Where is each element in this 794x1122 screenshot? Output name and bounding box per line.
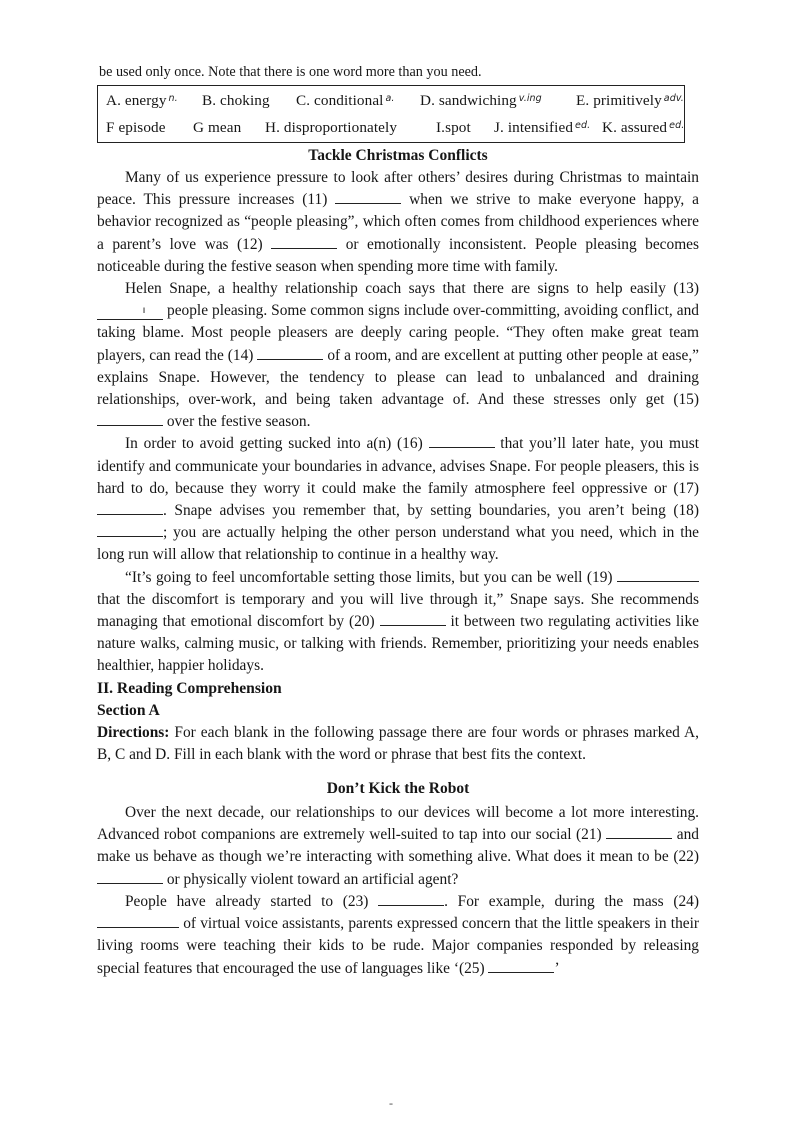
instruction-line: be used only once. Note that there is one word more than you need.: [99, 64, 482, 80]
section-heading: II. Reading Comprehension: [97, 679, 282, 697]
blank-20[interactable]: [380, 611, 446, 626]
word-option-j: J. intensified $^{ed.}$: [494, 119, 591, 136]
blank-25[interactable]: [488, 958, 554, 973]
word-bank-box: [97, 85, 685, 143]
blank-23[interactable]: [378, 891, 444, 906]
section-subheading: Section A: [97, 701, 160, 719]
passage2-paragraph-1: Over the next decade, our relationships to our devices will become a lot more interesting. Advanced robot companions are extremely well-suited to tap into our social (21) and make us behave as though we’re interacting with something alive. What does it mean to be (22) or physically violent toward an artificial agent?: [97, 804, 699, 888]
word-option-e: E. primitively $^{adv.}$: [576, 92, 684, 109]
passage1-title: Tackle Christmas Conflicts: [308, 147, 488, 164]
word-option-k: K. assured $^{ed.}$: [602, 119, 685, 136]
word-option-h: H. disproportionately: [265, 119, 398, 136]
blank-18[interactable]: [97, 522, 163, 537]
word-option-c: C. conditional $^{a.}$: [296, 92, 395, 109]
blank-12[interactable]: [271, 234, 337, 249]
passage1-paragraph-2: Helen Snape, a healthy relationship coach says that there are signs to help easily (13) ı people pleasing. Some common signs include over-committing, avoiding conflict, and taking blame. Most people pleasers are deeply caring people. “They often make great team players, can read the (14) of a room, and are excellent at putting other people at ease,” explains Snape. However, the tendency to please can lead to unbalanced and draining relationships, over-work, and being taken advantage of. And these stresses only get (15) over the festive season.: [97, 280, 699, 431]
blank-19[interactable]: [617, 567, 699, 582]
word-option-g: G mean: [193, 119, 242, 136]
passage1-paragraph-4: “It’s going to feel uncomfortable setting those limits, but you can be well (19) that the discomfort is temporary and you will live through it,” Snape says. She recommends managing that emotional discomfort by (20) it between two regulating activities like nature walks, calming music, or talking with friends. Remember, prioritizing your needs enables healthier, happier holidays.: [97, 568, 699, 675]
word-option-a: A. energy $^{n.}$: [106, 92, 178, 109]
passage1-paragraph-3: In order to avoid getting sucked into a(n) (16) that you’ll later hate, you must identify and communicate your boundaries in advance, advises Snape. For people pleasers, this is hard to do, because they worry it could make the family atmosphere feel oppressive or (17) . Snape advises you remember that, by setting boundaries, you aren’t being (18) ; you are actually helping the other person understand what you need, which in the long run will allow that relationship to continue in a healthy way.: [97, 435, 699, 564]
word-option-b: B. choking: [202, 92, 270, 109]
blank-14[interactable]: [257, 345, 323, 360]
blank-21[interactable]: [606, 824, 672, 839]
blank-11[interactable]: [335, 189, 401, 204]
directions: Directions: For each blank in the following passage there are four words or phrases marked A, B, C and D. Fill in each blank with the word or phrase that best fits the context.: [97, 723, 699, 763]
blank-24[interactable]: [97, 913, 179, 928]
page-number: -: [389, 1096, 393, 1110]
word-option-i: I.spot: [436, 119, 471, 136]
passage2-title: Don’t Kick the Robot: [326, 780, 470, 798]
blank-15[interactable]: [97, 411, 163, 426]
blank-13[interactable]: ı: [97, 305, 163, 320]
passage2-paragraph-2: People have already started to (23) . For example, during the mass (24) of virtual voice assistants, parents expressed concern that the little speakers in their living rooms were teaching their kids to be rude. Major companies responded by releasing special features that encouraged the use of languages like ‘(25) ’: [97, 892, 699, 977]
word-option-d: D. sandwiching $^{v.ing}$: [420, 92, 542, 109]
word-option-f: F episode: [106, 119, 166, 136]
passage1-paragraph-1: Many of us experience pressure to look after others’ desires during Christmas to maintain peace. This pressure increases (11) when we strive to make everyone happy, a behavior recognized as “people pleasing”, which often comes from childhood experiences where a parent’s love was (12) or emotionally inconsistent. People pleasing becomes noticeable during the festive season when spending more time with family.: [97, 169, 699, 275]
blank-16[interactable]: [429, 433, 495, 448]
blank-17[interactable]: [97, 500, 163, 515]
blank-22[interactable]: [97, 869, 163, 884]
exam-page: [97, 62, 699, 980]
